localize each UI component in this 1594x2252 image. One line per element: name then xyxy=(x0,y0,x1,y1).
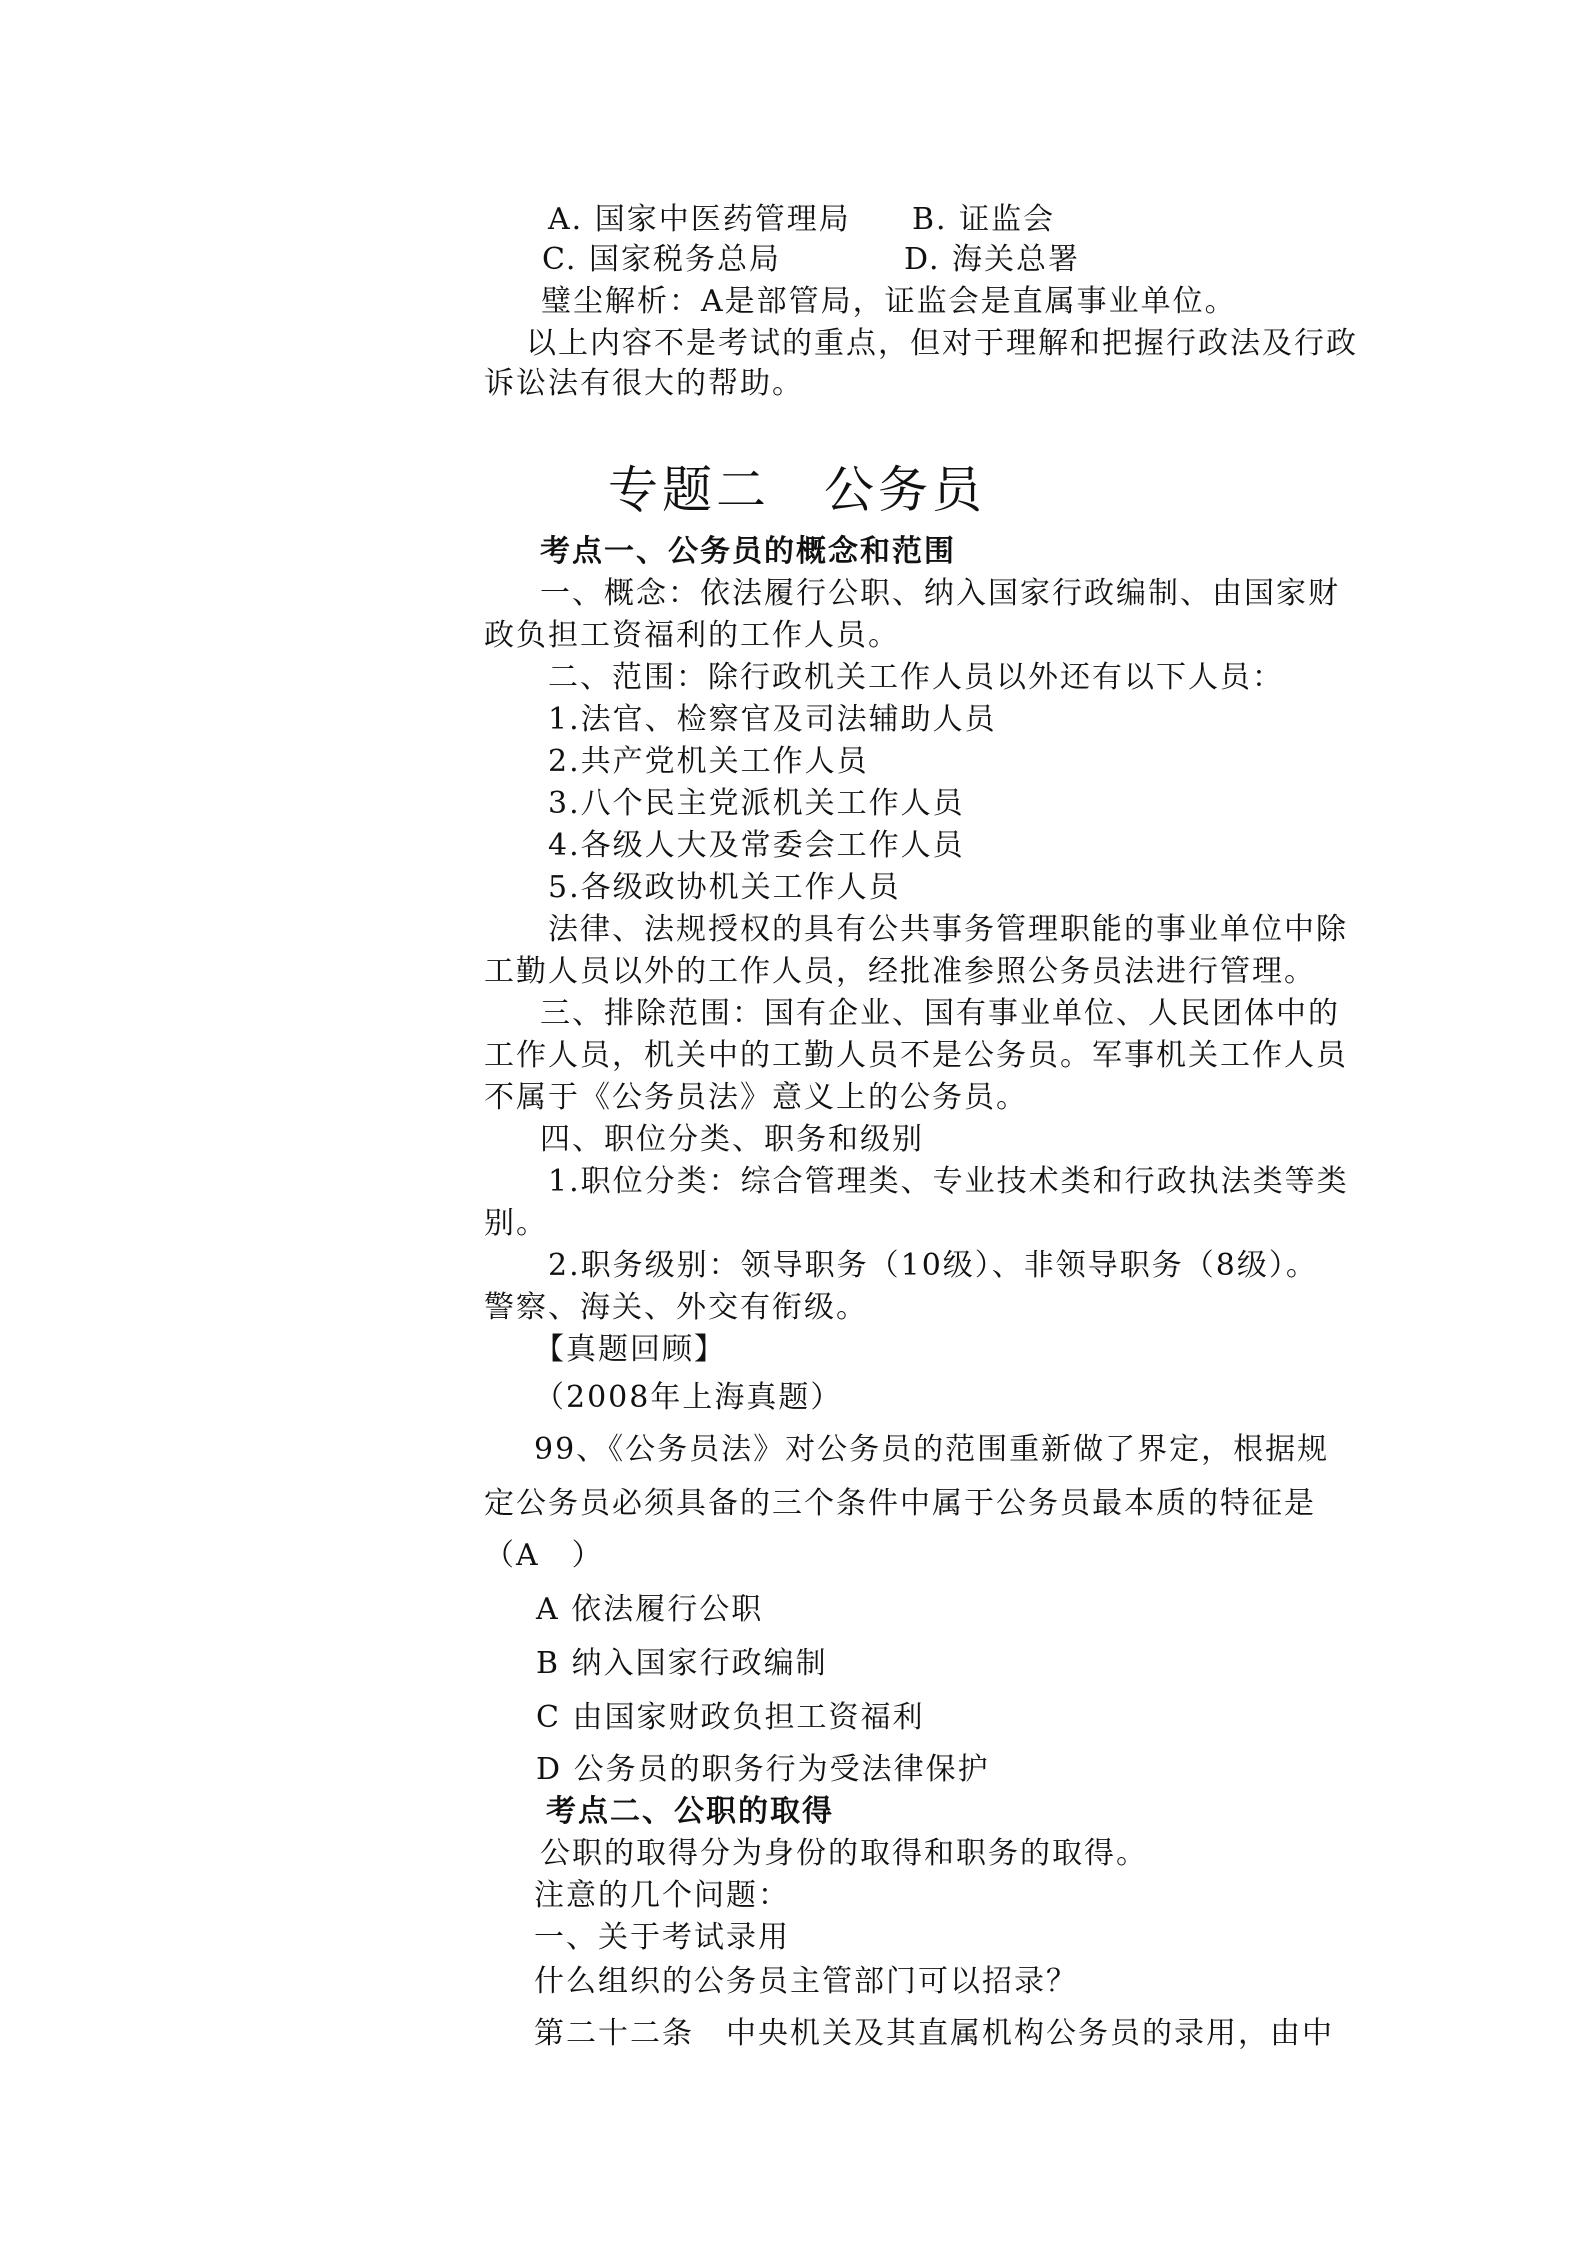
choice-item: C 由国家财政负担工资福利 xyxy=(536,1700,925,1735)
question-text: 99、《公务员法》对公务员的范围重新做了界定，根据规 xyxy=(534,1432,1330,1467)
scope-item: 1.法官、检察官及司法辅助人员 xyxy=(548,702,997,737)
position-classification: 别。 xyxy=(484,1206,548,1241)
page-title: 专题二 公务员 xyxy=(608,461,986,519)
exclude-line: 三、排除范围：国有企业、国有事业单位、人民团体中的 xyxy=(540,996,1340,1031)
paragraph: 第二十二条 中央机关及其直属机构公务员的录用，由中 xyxy=(534,2016,1334,2051)
exclude-line: 不属于《公务员法》意义上的公务员。 xyxy=(484,1080,1028,1115)
position-heading: 四、职位分类、职务和级别 xyxy=(540,1122,924,1157)
question-text: 定公务员必须具备的三个条件中属于公务员最本质的特征是 xyxy=(484,1486,1316,1521)
option-c: C. 国家税务总局 xyxy=(542,242,781,277)
authorized-line: 法律、法规授权的具有公共事务管理职能的事业单位中除 xyxy=(548,912,1348,947)
scope-intro: 二、范围：除行政机关工作人员以外还有以下人员： xyxy=(548,660,1284,695)
section-heading: 考点一、公务员的概念和范围 xyxy=(540,534,956,569)
concept-line: 政负担工资福利的工作人员。 xyxy=(484,618,900,653)
option-a: A. 国家中医药管理局 xyxy=(548,202,851,237)
exclude-line: 工作人员，机关中的工勤人员不是公务员。军事机关工作人员 xyxy=(484,1038,1348,1073)
scope-item: 2.共产党机关工作人员 xyxy=(548,744,869,779)
review-source: （2008年上海真题） xyxy=(534,1380,843,1415)
choice-item: D 公务员的职务行为受法律保护 xyxy=(536,1752,990,1787)
option-b: B. 证监会 xyxy=(912,202,1056,237)
position-rank: 警察、海关、外交有衔级。 xyxy=(484,1290,868,1325)
analysis-text: 璧尘解析：A是部管局，证监会是直属事业单位。 xyxy=(541,284,1237,319)
scope-item: 3.八个民主党派机关工作人员 xyxy=(548,786,965,821)
review-heading: 【真题回顾】 xyxy=(534,1332,726,1367)
authorized-line: 工勤人员以外的工作人员，经批准参照公务员法进行管理。 xyxy=(484,954,1316,989)
paragraph: 什么组织的公务员主管部门可以招录？ xyxy=(534,1964,1078,1999)
paragraph: 公职的取得分为身份的取得和职务的取得。 xyxy=(540,1836,1148,1871)
concept-line: 一、概念：依法履行公职、纳入国家行政编制、由国家财 xyxy=(540,576,1340,611)
choice-item: A 依法履行公职 xyxy=(536,1592,764,1627)
question-answer: （A ） xyxy=(484,1538,604,1573)
position-classification: 1.职位分类：综合管理类、专业技术类和行政执法类等类 xyxy=(548,1164,1349,1199)
note-line: 以上内容不是考试的重点，但对于理解和把握行政法及行政 xyxy=(526,326,1358,361)
option-d: D. 海关总署 xyxy=(904,242,1081,277)
paragraph: 一、关于考试录用 xyxy=(534,1920,790,1955)
scope-item: 4.各级人大及常委会工作人员 xyxy=(548,828,965,863)
note-line: 诉讼法有很大的帮助。 xyxy=(484,366,804,401)
position-rank: 2.职务级别：领导职务（10级）、非领导职务（8级）。 xyxy=(548,1248,1318,1283)
paragraph: 注意的几个问题： xyxy=(534,1878,790,1913)
section-heading: 考点二、公职的取得 xyxy=(546,1794,834,1829)
scope-item: 5.各级政协机关工作人员 xyxy=(548,870,901,905)
choice-item: B 纳入国家行政编制 xyxy=(536,1646,828,1681)
